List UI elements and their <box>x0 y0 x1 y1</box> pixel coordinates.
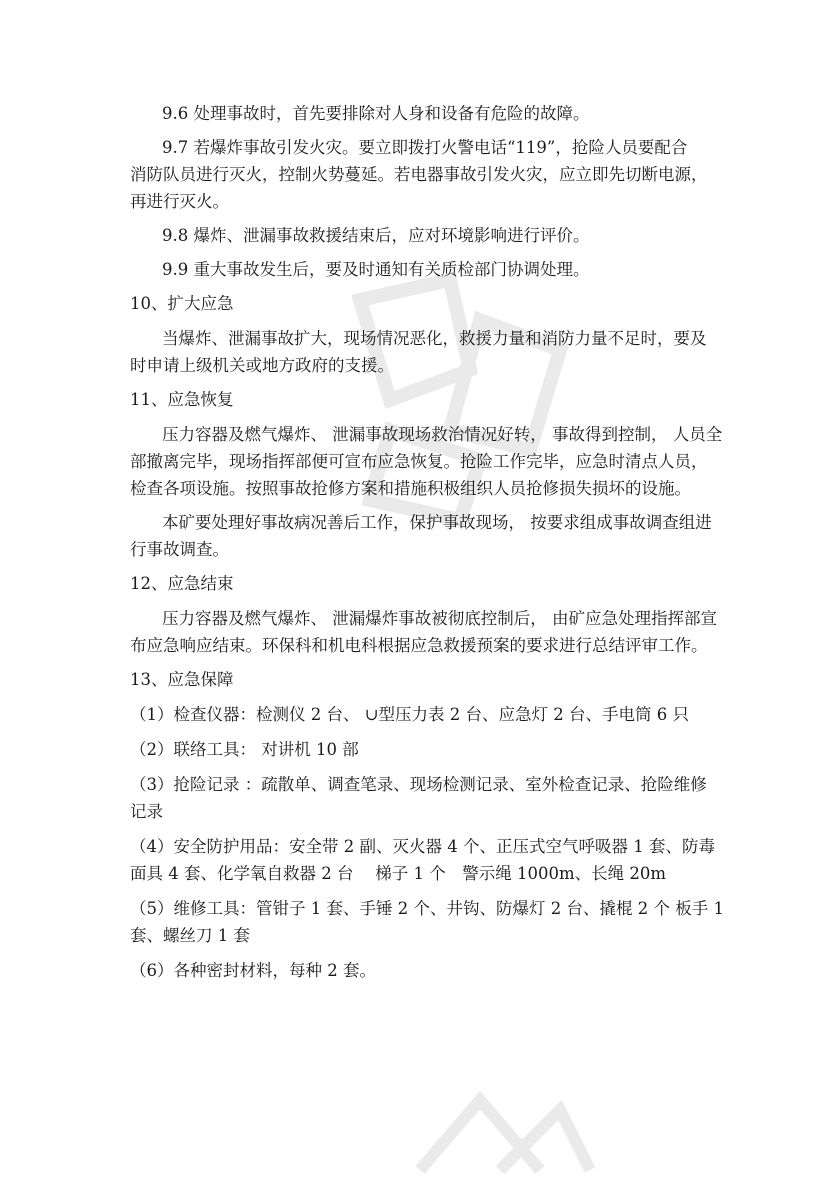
section-heading-11 <box>130 386 706 413</box>
text-line: 部撤离完毕，现场指挥部便可宣布应急恢复。抢险工作完毕，应急时清点人员， <box>130 452 708 471</box>
text-line: （2）联络工具： 对讲机 10 部 <box>130 740 359 759</box>
paragraph-11a <box>130 421 723 502</box>
text-line: 行事故调查。 <box>130 540 229 559</box>
text-line: 9.8 爆炸、泄漏事故救援结束后，应对环境影响进行评价。 <box>162 226 590 245</box>
text-line: 面具 4 套、化学氧自救器 2 台 梯子 1 个 警示绳 1000m、长绳 20m <box>130 864 666 883</box>
list-item <box>130 895 724 949</box>
text-line: 压力容器及燃气爆炸、 泄漏事故现场救治情况好转， 事故得到控制， 人员全 <box>162 425 723 444</box>
text-line: （4）安全防护用品：安全带 2 副、灭火器 4 个、正压式空气呼吸器 1 套、防毒 <box>130 837 715 856</box>
list-item <box>130 833 715 887</box>
text-line: 检查各项设施。按照事故抢修方案和措施积极组织人员抢修损失损坏的设施。 <box>130 479 691 498</box>
text-line: 9.6 处理事故时，首先要排除对人身和设备有危险的故障。 <box>162 104 590 123</box>
paragraph-10 <box>130 325 706 379</box>
watermark-corner-icon <box>400 1080 600 1180</box>
paragraph-9-7 <box>130 134 706 215</box>
text-line: （5）维修工具：管钳子 1 套、手锤 2 个、井钩、防爆灯 2 台、撬棍 2 个 板手 1 <box>130 899 724 918</box>
text-line: 布应急响应结束。环保科和机电科根据应急救援预案的要求进行总结评审工作。 <box>130 636 708 655</box>
text-line: 再进行灭火。 <box>130 192 229 211</box>
text-line: 当爆炸、泄漏事故扩大，现场情况恶化，救援力量和消防力量不足时，要及 <box>162 329 707 348</box>
list-item <box>130 957 706 984</box>
heading-text: 13、应急保障 <box>130 670 234 689</box>
text-line: 消防队员进行灭火，控制火势蔓延。若电器事故引发火灾，应立即先切断电源， <box>130 165 708 184</box>
text-line: 套、螺丝刀 1 套 <box>130 926 250 945</box>
text-line: 9.7 若爆炸事故引发火灾。要立即拨打火警电话“119”，抢险人员要配合 <box>162 138 688 157</box>
text-line: （1）检查仪器：检测仪 2 台、 ∪型压力表 2 台、应急灯 2 台、手电筒 6 只 <box>130 705 690 724</box>
paragraph-9-9 <box>130 256 706 283</box>
section-heading-10 <box>130 290 706 317</box>
list-item <box>130 771 706 825</box>
text-line: （6）各种密封材料，每种 2 套。 <box>130 961 376 980</box>
heading-text: 11、应急恢复 <box>130 390 234 409</box>
section-heading-12 <box>130 570 706 597</box>
heading-text: 10、扩大应急 <box>130 294 234 313</box>
paragraph-9-6 <box>130 100 706 127</box>
document-body <box>130 100 724 992</box>
text-line: 本矿要处理好事故病况善后工作，保护事故现场， 按要求组成事故调查组进 <box>162 513 712 532</box>
text-line: 9.9 重大事故发生后，要及时通知有关质检部门协调处理。 <box>162 260 590 279</box>
list-item <box>130 736 706 763</box>
paragraph-9-8 <box>130 222 706 249</box>
paragraph-11b <box>130 509 712 563</box>
paragraph-12 <box>130 605 717 659</box>
text-line: （3）抢险记录 ：疏散单、调查笔录、现场检测记录、室外检查记录、抢险维修 <box>130 775 707 794</box>
text-line: 压力容器及燃气爆炸、 泄漏爆炸事故被彻底控制后， 由矿应急处理指挥部宣 <box>162 609 717 628</box>
list-item <box>130 701 706 728</box>
text-line: 记录 <box>130 802 163 821</box>
text-line: 时申请上级机关或地方政府的支援。 <box>130 356 394 375</box>
section-heading-13 <box>130 666 706 693</box>
heading-text: 12、应急结束 <box>130 574 234 593</box>
